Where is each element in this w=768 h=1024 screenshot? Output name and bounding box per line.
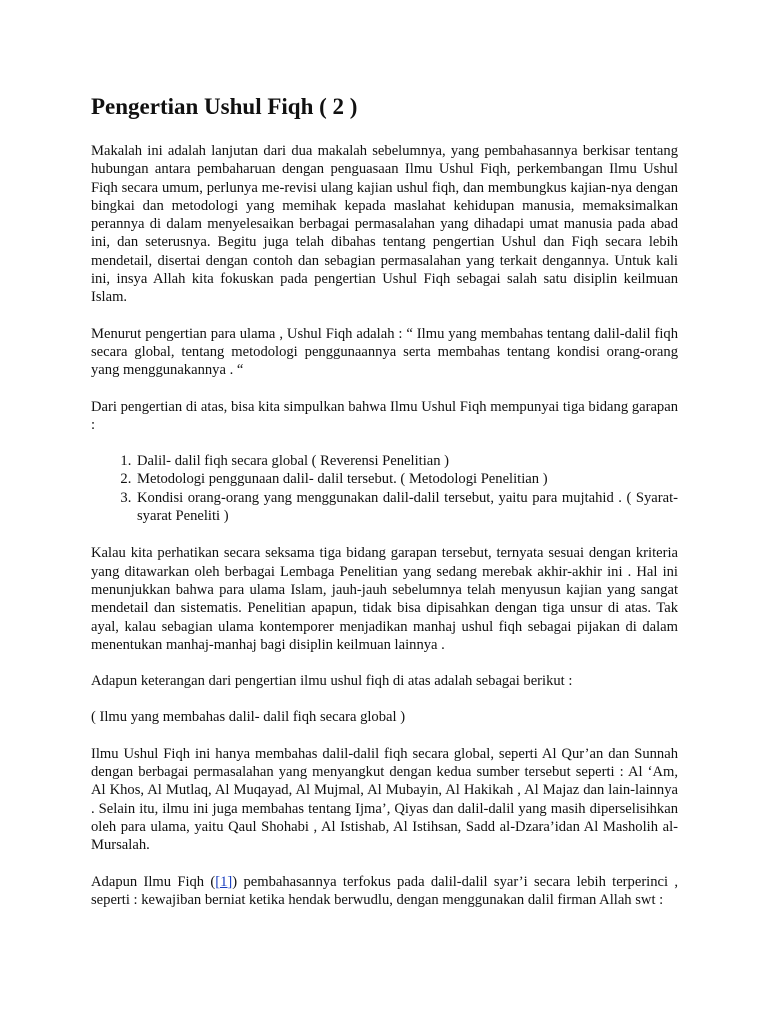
intro-paragraph: Makalah ini adalah lanjutan dari dua makalah sebelumnya, yang pembahasannya berkisar tentang hubungan antara pembaharuan dengan penguasaan Ilmu Ushul Fiqh, perkembangan Ilmu Ushul Fiqh secara umum, perlunya me-revisi ulang kajian ushul fiqh, dan membungkus kajian-nya dengan bingkai dan metodologi yang memihak kepada maslahat kehidupan manusia, memaksimalkan perannya di dalam menyelesaikan berbagai permasalahan yang dihadapi umat manusia pada abad ini, dan seterusnya. Begitu juga telah dibahas tentang pengertian Ushul dan Fiqh secara lebih mendetail, disertai dengan contoh dan sebagian permasalahan yang terkait dengannya. Untuk kali ini, insya Allah kita fokuskan pada pengertian Ushul Fiqh sebagai salah satu disiplin keilmuan Islam. [91, 143, 678, 306]
list-item: 2. Metodologi penggunaan dalil- dalil tersebut. ( Metodologi Penelitian ) [135, 470, 678, 488]
explanation-intro: Adapun keterangan dari pengertian ilmu ushul fiqh di atas adalah sebagai berikut : [91, 673, 573, 690]
page-title: Pengertian Ushul Fiqh ( 2 ) [91, 94, 358, 119]
subheading: ( Ilmu yang membahas dalil- dalil fiqh secara global ) [91, 709, 406, 726]
list-item: 1. Dalil- dalil fiqh secara global ( Reverensi Penelitian ) [135, 452, 678, 470]
definition-paragraph: Menurut pengertian para ulama , Ushul Fiqh adalah : “ Ilmu yang membahas tentang dalil-dalil fiqh secara global, tentang metodologi penggunaannya serta membahas tentang kondisi orang-orang yang menggunakannya . “ [91, 325, 678, 379]
fields-list [91, 452, 678, 525]
list-item: 3. Kondisi orang-orang yang menggunakan dalil-dalil tersebut, yaitu para mujtahid . ( Syarat-syarat Peneliti ) [135, 489, 678, 526]
fiqh-paragraph [91, 873, 678, 910]
conclusion-paragraph: Dari pengertian di atas, bisa kita simpulkan bahwa Ilmu Ushul Fiqh mempunyai tiga bidang garapan : [91, 398, 678, 433]
fiqh-text-before: Adapun Ilmu Fiqh ( [91, 873, 216, 890]
analysis-paragraph: Kalau kita perhatikan secara seksama tiga bidang garapan tersebut, ternyata sesuai dengan kriteria yang ditawarkan oleh berbagai Lembaga Penelitian yang sedang merebak akhir-akhir ini . Hal ini menunjukkan bahwa para ulama Islam, jauh-jauh sebelumnya telah menyusun kajian yang sangat mendetail dan sistematis. Penelitian apapun, tidak bisa dipisahkan dengan tiga unsur di atas. Tak ayal, kalau sebagian ulama kontemporer menjadikan manhaj ushul fiqh sebagai pijakan di dalam menentukan manhaj-manhaj bagi disiplin keilmuan lainnya . [91, 545, 678, 653]
fiqh-text-after: ) pembahasannya terfokus pada dalil-dalil syar’i secara lebih terperinci , seperti : kewajiban berniat ketika hendak berwudlu, dengan menggunakan dalil firman Allah swt : [91, 873, 678, 908]
footnote-link[interactable]: [1] [215, 873, 233, 890]
global-dalil-paragraph: Ilmu Ushul Fiqh ini hanya membahas dalil-dalil fiqh secara global, seperti Al Qur’an dan Sunnah dengan berbagai permasalahan yang menyangkut dengan kedua sumber tersebut seperti : Al ‘Am, Al Khos, Al Mutlaq, Al Muqayad, Al Mujmal, Al Mubayin, Al Hakikah , Al Majaz dan lain-lainnya . Selain itu, ilmu ini juga membahas tentang Ijma’, Qiyas dan dalil-dalil yang masih diperselisihkan oleh para ulama, yaitu Qaul Shohabi , Al Istishab, Al Istihsan, Sadd al-Dzara’idan Al Masholih al-Mursalah. [91, 745, 678, 854]
